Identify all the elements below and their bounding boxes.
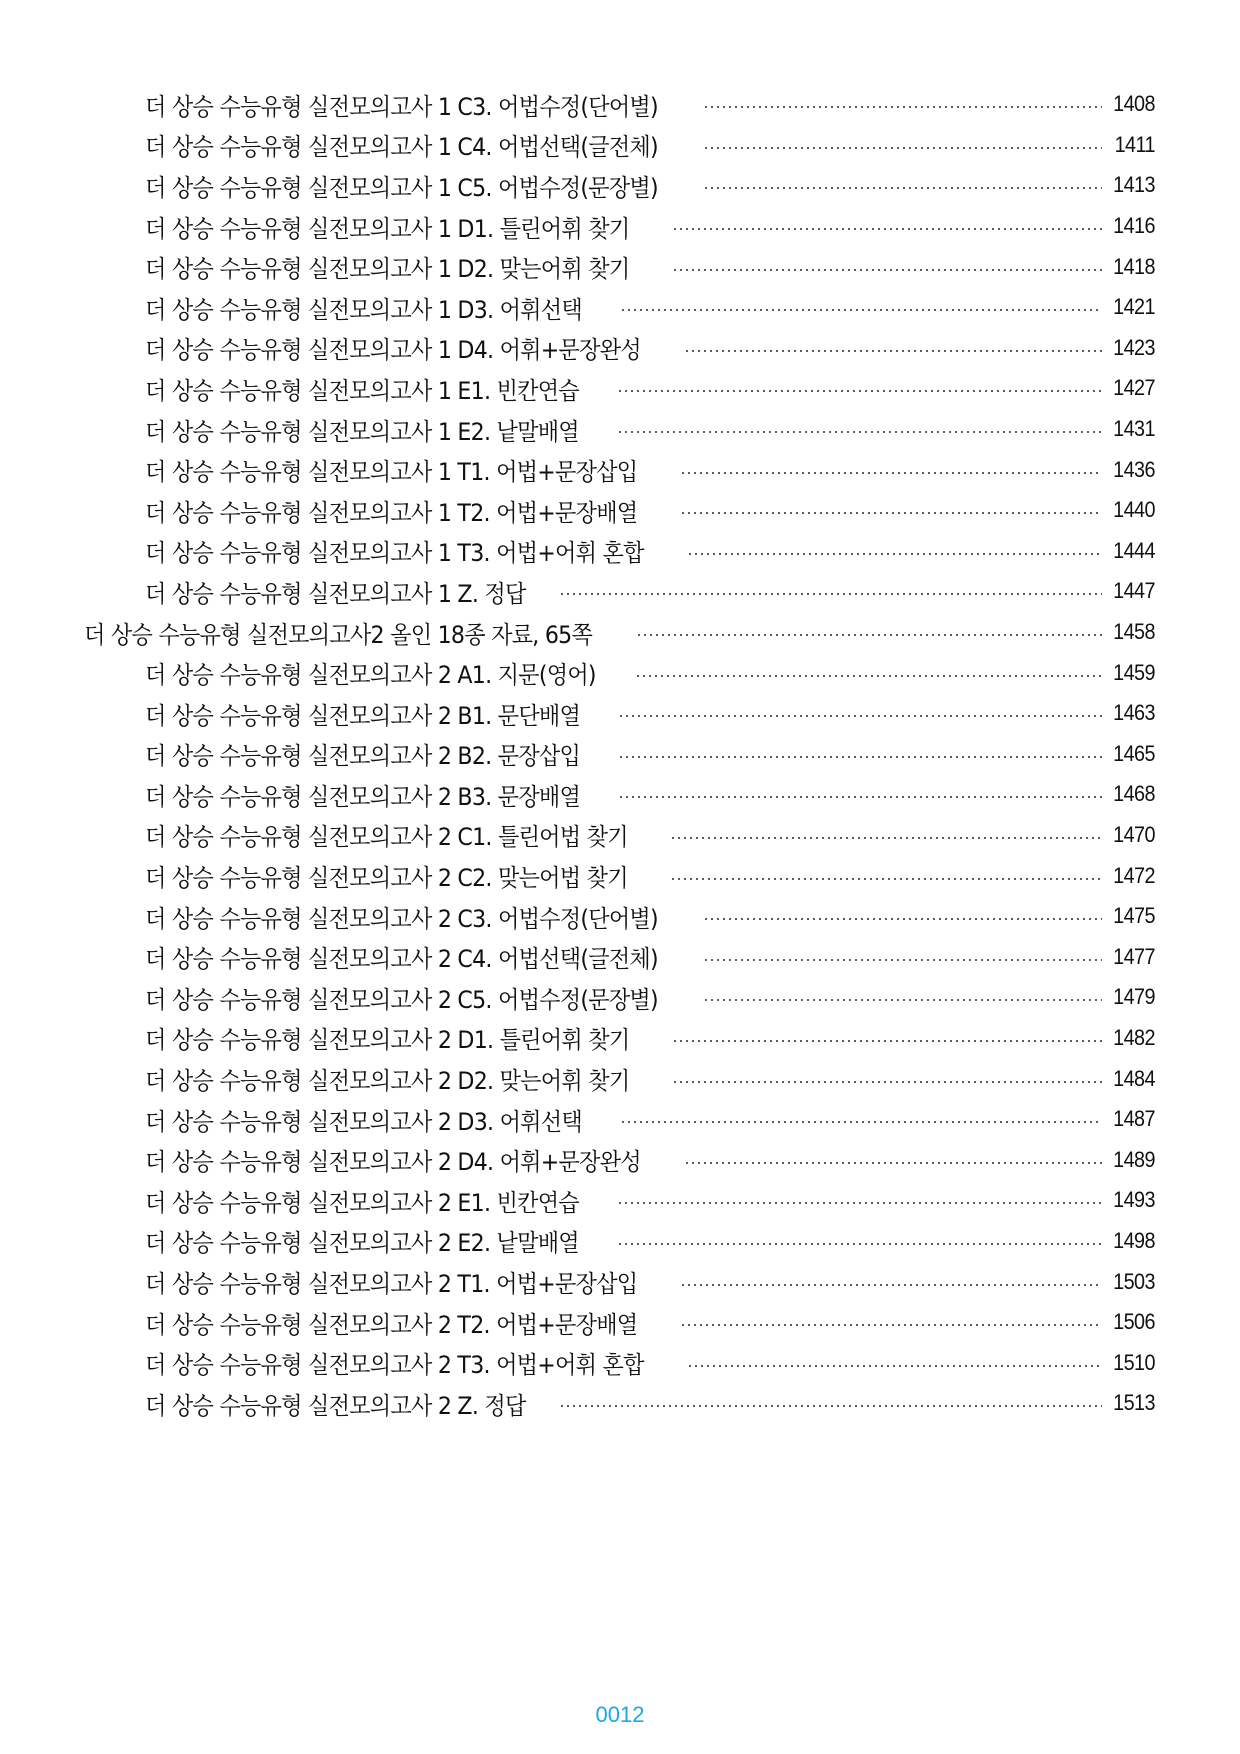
- dot-leader: [680, 512, 1102, 514]
- toc-entry-page: 1421: [1113, 294, 1155, 320]
- toc-entry[interactable]: [0, 571, 1240, 612]
- dot-leader: [703, 106, 1102, 108]
- toc-entry-page: 1418: [1113, 253, 1155, 279]
- toc-entry-title: 더 상승 수능유형 실전모의고사 2 C4. 어법선택(글전체): [145, 945, 658, 974]
- toc-entry-title: 더 상승 수능유형 실전모의고사 2 T3. 어법+어휘 혼합: [145, 1351, 644, 1380]
- dot-leader: [672, 269, 1102, 271]
- toc-section-entry[interactable]: [0, 612, 1240, 653]
- toc-entry-page: 1470: [1113, 821, 1155, 847]
- toc-entry-title: 더 상승 수능유형 실전모의고사 2 D1. 틀린어휘 찾기: [145, 1026, 630, 1055]
- toc-entry-title: 더 상승 수능유형 실전모의고사 1 E2. 낱말배열: [145, 417, 579, 446]
- toc-entry-page: 1489: [1113, 1146, 1155, 1172]
- toc-entry-title: 더 상승 수능유형 실전모의고사 2 A1. 지문(영어): [145, 661, 596, 690]
- toc-entry[interactable]: [0, 936, 1240, 977]
- dot-leader: [672, 1081, 1102, 1083]
- toc-entry[interactable]: [0, 652, 1240, 693]
- toc-entry-page: 1493: [1113, 1187, 1155, 1213]
- toc-entry-page: 1423: [1113, 334, 1155, 360]
- dot-leader: [703, 999, 1102, 1001]
- toc-entry-page: 1458: [1113, 619, 1155, 645]
- toc-entry-page: 1468: [1113, 781, 1155, 807]
- dot-leader: [687, 1365, 1102, 1367]
- toc-entry[interactable]: [0, 896, 1240, 937]
- toc-entry[interactable]: [0, 84, 1240, 125]
- dot-leader: [636, 634, 1102, 636]
- toc-entry-title: 더 상승 수능유형 실전모의고사 2 D3. 어휘선택: [145, 1107, 582, 1136]
- dot-leader: [680, 472, 1102, 474]
- toc-entry-page: 1482: [1113, 1024, 1155, 1050]
- toc-entry-page: 1479: [1113, 984, 1155, 1010]
- toc-entry-title: 더 상승 수능유형 실전모의고사 2 C3. 어법수정(단어별): [145, 904, 658, 933]
- toc-entry[interactable]: [0, 490, 1240, 531]
- toc-entry-title: 더 상승 수능유형 실전모의고사 2 Z. 정답: [145, 1391, 526, 1420]
- dot-leader: [680, 1324, 1102, 1326]
- dot-leader: [620, 309, 1102, 311]
- toc-entry-page: 1463: [1113, 700, 1155, 726]
- toc-entry-title: 더 상승 수능유형 실전모의고사 1 C4. 어법선택(글전체): [145, 133, 658, 162]
- toc-entry[interactable]: [0, 693, 1240, 734]
- dot-leader: [670, 837, 1102, 839]
- toc-entry-title: 더 상승 수능유형 실전모의고사 2 B2. 문장삽입: [145, 742, 581, 771]
- toc-entry-title: 더 상승 수능유형 실전모의고사 2 E1. 빈칸연습: [145, 1188, 579, 1217]
- dot-leader: [703, 187, 1102, 189]
- toc-entry-page: 1431: [1113, 416, 1155, 442]
- dot-leader: [617, 1202, 1102, 1204]
- dot-leader: [617, 1243, 1102, 1245]
- toc-entry[interactable]: [0, 206, 1240, 247]
- dot-leader: [672, 1040, 1102, 1042]
- toc-entry[interactable]: [0, 1302, 1240, 1343]
- page-number: 0012: [595, 1702, 645, 1727]
- toc-entry-page: 1444: [1113, 537, 1155, 563]
- toc-entry[interactable]: [0, 1139, 1240, 1180]
- toc-entry[interactable]: [0, 1058, 1240, 1099]
- toc-entry-title: 더 상승 수능유형 실전모의고사 1 E1. 빈칸연습: [145, 376, 579, 405]
- toc-entry-title: 더 상승 수능유형 실전모의고사 2 T2. 어법+문장배열: [145, 1310, 638, 1339]
- toc-entry[interactable]: [0, 774, 1240, 815]
- dot-leader: [703, 959, 1102, 961]
- toc-entry-page: 1411: [1114, 131, 1155, 157]
- toc-entry[interactable]: [0, 531, 1240, 572]
- toc-entry-page: 1513: [1113, 1390, 1155, 1416]
- dot-leader: [618, 796, 1102, 798]
- toc-entry[interactable]: [0, 1180, 1240, 1221]
- dot-leader: [687, 553, 1102, 555]
- table-of-contents: [0, 84, 1240, 1424]
- toc-entry-title: 더 상승 수능유형 실전모의고사 1 T1. 어법+문장삽입: [145, 458, 638, 487]
- toc-entry[interactable]: [0, 246, 1240, 287]
- toc-entry-title: 더 상승 수능유형 실전모의고사 2 C5. 어법수정(문장별): [145, 985, 658, 1014]
- toc-entry-page: 1436: [1113, 456, 1155, 482]
- toc-entry-page: 1465: [1113, 740, 1155, 766]
- dot-leader: [618, 715, 1102, 717]
- dot-leader: [635, 675, 1102, 677]
- toc-entry-page: 1477: [1113, 943, 1155, 969]
- toc-entry-title: 더 상승 수능유형 실전모의고사 1 T2. 어법+문장배열: [145, 498, 638, 527]
- toc-entry-page: 1498: [1113, 1227, 1155, 1253]
- dot-leader: [620, 1121, 1102, 1123]
- toc-entry-page: 1440: [1113, 497, 1155, 523]
- toc-entry-page: 1459: [1113, 659, 1155, 685]
- dot-leader: [703, 147, 1102, 149]
- toc-entry-title: 더 상승 수능유형 실전모의고사 1 Z. 정답: [145, 579, 526, 608]
- toc-entry-title: 더 상승 수능유형 실전모의고사 2 T1. 어법+문장삽입: [145, 1270, 638, 1299]
- toc-entry[interactable]: [0, 1383, 1240, 1424]
- toc-entry-page: 1484: [1113, 1065, 1155, 1091]
- dot-leader: [684, 350, 1102, 352]
- toc-entry[interactable]: [0, 125, 1240, 166]
- toc-entry[interactable]: [0, 368, 1240, 409]
- dot-leader: [703, 918, 1102, 920]
- dot-leader: [684, 1162, 1102, 1164]
- toc-entry-title: 더 상승 수능유형 실전모의고사 1 D3. 어휘선택: [145, 295, 582, 324]
- toc-entry[interactable]: [0, 1221, 1240, 1262]
- toc-entry[interactable]: [0, 1261, 1240, 1302]
- dot-leader: [618, 756, 1102, 758]
- dot-leader: [680, 1284, 1102, 1286]
- toc-entry-title: 더 상승 수능유형 실전모의고사 1 D1. 틀린어휘 찾기: [145, 214, 630, 243]
- toc-entry[interactable]: [0, 1099, 1240, 1140]
- toc-entry[interactable]: [0, 287, 1240, 328]
- toc-entry-title: 더 상승 수능유형 실전모의고사 2 B3. 문장배열: [145, 782, 581, 811]
- toc-entry-page: 1510: [1113, 1349, 1155, 1375]
- toc-entry-page: 1475: [1113, 903, 1155, 929]
- toc-entry-title: 더 상승 수능유형 실전모의고사 1 D2. 맞는어휘 찾기: [145, 255, 630, 284]
- toc-entry-page: 1506: [1113, 1309, 1155, 1335]
- toc-entry-title: 더 상승 수능유형 실전모의고사 1 T3. 어법+어휘 혼합: [145, 539, 644, 568]
- toc-entry[interactable]: [0, 855, 1240, 896]
- toc-entry-page: 1408: [1113, 91, 1155, 117]
- toc-entry-title: 더 상승 수능유형 실전모의고사 2 D4. 어휘+문장완성: [145, 1148, 641, 1177]
- toc-entry-title: 더 상승 수능유형 실전모의고사 2 B1. 문단배열: [145, 701, 581, 730]
- toc-entry-title: 더 상승 수능유형 실전모의고사 2 C2. 맞는어법 찾기: [145, 864, 628, 893]
- toc-entry[interactable]: [0, 449, 1240, 490]
- toc-entry[interactable]: [0, 815, 1240, 856]
- toc-entry-page: 1413: [1113, 172, 1155, 198]
- toc-entry-title: 더 상승 수능유형 실전모의고사 1 C5. 어법수정(문장별): [145, 173, 658, 202]
- dot-leader: [617, 431, 1102, 433]
- toc-entry[interactable]: [0, 165, 1240, 206]
- dot-leader: [559, 593, 1102, 595]
- dot-leader: [672, 228, 1102, 230]
- toc-entry-title: 더 상승 수능유형 실전모의고사 2 E2. 낱말배열: [145, 1229, 579, 1258]
- toc-entry[interactable]: [0, 328, 1240, 369]
- toc-entry-title: 더 상승 수능유형 실전모의고사 2 D2. 맞는어휘 찾기: [145, 1067, 630, 1096]
- dot-leader: [559, 1405, 1102, 1407]
- toc-entry[interactable]: [0, 734, 1240, 775]
- toc-entry-page: 1447: [1113, 578, 1155, 604]
- toc-entry-page: 1503: [1113, 1268, 1155, 1294]
- dot-leader: [670, 878, 1102, 880]
- toc-entry-title: 더 상승 수능유형 실전모의고사 1 D4. 어휘+문장완성: [145, 336, 641, 365]
- toc-entry-page: 1487: [1113, 1106, 1155, 1132]
- toc-entry[interactable]: [0, 977, 1240, 1018]
- toc-entry-page: 1416: [1113, 213, 1155, 239]
- toc-entry[interactable]: [0, 1018, 1240, 1059]
- toc-entry-title: 더 상승 수능유형 실전모의고사2 올인 18종 자료, 65쪽: [84, 620, 593, 649]
- toc-entry[interactable]: [0, 1342, 1240, 1383]
- toc-entry-title: 더 상승 수능유형 실전모의고사 2 C1. 틀린어법 찾기: [145, 823, 628, 852]
- toc-entry[interactable]: [0, 409, 1240, 450]
- toc-entry-page: 1427: [1113, 375, 1155, 401]
- toc-entry-page: 1472: [1113, 862, 1155, 888]
- dot-leader: [617, 390, 1102, 392]
- toc-entry-title: 더 상승 수능유형 실전모의고사 1 C3. 어법수정(단어별): [145, 92, 658, 121]
